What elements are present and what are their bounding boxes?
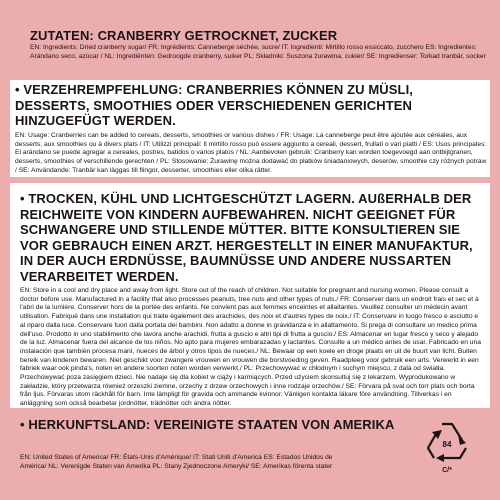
- recycle-code: 84: [442, 440, 452, 449]
- ingredients-heading: ZUTATEN: CRANBERRY GETROCKNET, ZUCKER: [30, 28, 338, 43]
- storage-translations: EN: Store in a cool and dry place and away from light. Store out of the reach of children. Not suitable for pregnant and nursing women. Please consult a doctor before use. Manufactured in a facility that also processes peanuts, tree nuts and other types of nuts./ FR: Conserver dans un endroit frais et sec et à l'abri de la lumière. Conserver hors de la portée des enfants. Ne convient pas aux femmes enceintes et allaitantes. Veuillez consulter un médecin avant utilisation. Fabriqué dans une installation qui traite également des arachides, des noix et d'autres types de noix./ IT: Conservare in luogo fresco e asciutto e al riparo dalla luce. Conservare fuori dalla portata dei bambini. Non adatto a donne in gravidanza e in allattamento. Si prega di consultare un medico prima dell'uso. Prodotto in uno stabilimento che lavora anche arachidi, frutta a guscio e altri tipi di frutta a guscio./ ES: Almacenar en lugar fresco y seco y alejado de la luz. Almacenar fuera del alcance de los niños. No apto para mujeres embarazadas y lactantes. Consulte a un médico antes de usar. Fabricado en una instalación que también procesa maní, nueces de árbol y otros tipos de nueces./ NL: Bewaar op een koele en droge plaats en uit de buurt van licht. Buiten bereik van kinderen bewaren. Niet geschikt voor zwangere vrouwen en vrouwen die borstvoeding geven. Raadpleeg voor gebruik een arts. Verwerkt in een fabriek waar ook pinda's, noten en andere soorten noten worden verwerkt./ PL: Przechowywać w chłodnym i suchym miejscu, z dala od światła. Przechowywać poza zasięgiem dzieci. Nie nadaje się dla kobiet w ciąży i karmiących. Przed użyciem skonsultuj się z lekarzem. Wyprodukowano w zakładzie, który przetwarza również orzeszki ziemne, orzechy z drzew orzechowych i inne rodzaje orzechów./ SE: Förvara på sval och torr plats och borta från ljus. Förvaras utom räckhåll för barn. Inte lämpligt för gravida och ammande kvinnor. Vänligen kontakta läkare före användning. Tillverkas i en anläggning som också bearbetar jordnötter, trädnötter och andra nötter.: [20, 287, 481, 408]
- recycle-material: C/*: [442, 467, 452, 474]
- origin-translations: EN: United States of America/ FR: États-Unis d'Amérique/ IT: Stati Uniti d'America ES: Estados Unidos de América/ NL: Verenigde Staten van Amerika PL: Stany Zjednoczone Ameryki/ SE: Amerikas förenta stater: [20, 454, 333, 470]
- usage-heading: • VERZEHREMPFEHLUNG: CRANBERRIES KÖNNEN ZU MÜSLI, DESSERTS, SMOOTHIES ODER VERSCHIEDENEN GERICHTEN HINZUGEFÜGT WERDEN.: [15, 82, 414, 128]
- storage-heading: • TROCKEN, KÜHL UND LICHTGESCHÜTZT LAGERN. AUßERHALB DER REICHWEITE VON KINDERN AUFBEWAHREN. NICHT GEEIGNET FÜR SCHWANGERE UND STILLENDE MÜTTER. BITTE KONSULTIEREN SIE VOR GEBRAUCH EINEN ARZT. HERGESTELLT IN EINER MANUFAKTUR, IN DER AUCH ERDNÜSSE, BAUMNÜSSE UND ANDERE NUSSARTEN VERARBEITET WERDEN.: [20, 191, 473, 284]
- ingredients-section: [10, 0, 490, 80]
- usage-section: [10, 80, 490, 177]
- recycle-icon: [422, 418, 472, 478]
- origin-section: [10, 408, 490, 500]
- origin-heading: • HERKUNFTSLAND: VEREINIGTE STAATEN VON AMERIKA: [20, 417, 395, 432]
- storage-section: [10, 183, 490, 408]
- usage-translations: EN: Usage: Cranberries can be added to cereals, desserts, smoothies or various dishes / FR: Usage: La canneberge peut être ajoutée aux céréales, aux desserts, aux smoothies ou à divers plats / IT: Utilizzi principali: Il mirtillo rosso può essere aggiunto a cereali, dessert, frullati o vari piatti / ES: Usos principales: El arándano se puede agregar a cereales, postres, batidos o varios platos / NL: Aanbevolen gebruik: Cranberry kan worden toegevoegd aan ontbijtgranen, desserts, smoothies of verschillende gerechten / PL: Stosowanie: Żurawinę można dodawać do płatków śniadaniowych, deserów, smoothie czy różnych potraw / SE: Användande: Tranbär kan läggas till flingor, desserter, smoothies eller olika rätter.: [15, 132, 487, 174]
- ingredients-translations: EN: Ingredients: Dried cranberry sugar/ FR: Ingrédients: Canneberge séchée, sucre/ IT: Ingredienti: Mirtillo rosso essiccato, zucchero ES: Ingredientes: Arándano seco, azúcar / NL: Ingrediënten: Gedroogde cranberry, suiker PL: Składniki: Suszona żurawina, cukier/ SE: Ingredienser: Torkad tranbär, socker: [30, 44, 486, 60]
